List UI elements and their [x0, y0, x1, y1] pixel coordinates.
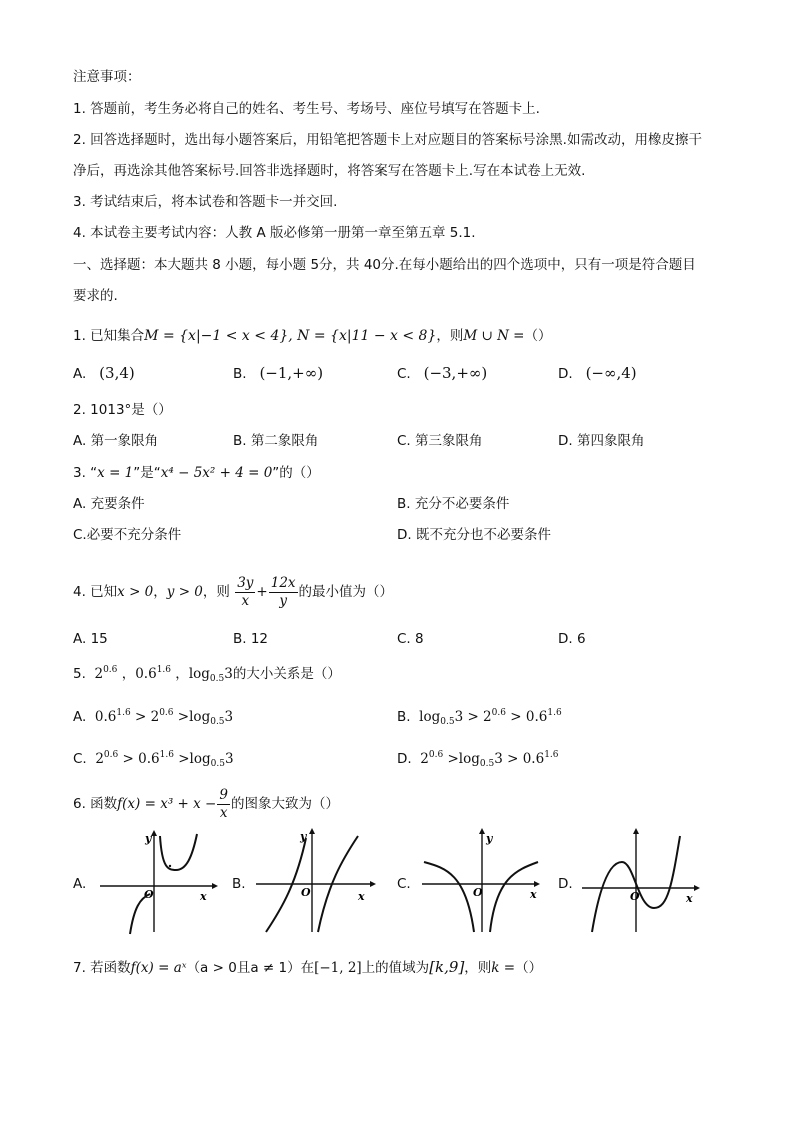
notes-heading: 注意事项： — [73, 69, 141, 85]
q1-expr: M ∪ N = — [463, 328, 525, 344]
q2-option-b: B. 第二象限角 — [233, 433, 319, 449]
q1-suffix: （） — [524, 328, 552, 344]
question-4: 4. 已知x > 0，y > 0，则 $\frac{3y}{x}$ + $\frac{12x}{y}$ 的最小值为（） — [73, 574, 394, 609]
q7-range: [k,9] — [429, 958, 465, 976]
q6-graph-d — [576, 828, 706, 938]
section-heading-line1: 一、选择题：本大题共 8 小题，每小题 5分，共 40分.在每小题给出的四个选项中，只有一项是符合题目 — [73, 257, 696, 273]
q6-option-d-label: D. — [558, 876, 573, 892]
q6-graph-b — [250, 828, 380, 938]
q1-prefix: 1. 已知集合 — [73, 328, 145, 344]
question-7: 7. 若函数f(x) = aˣ（a > 0且a ≠ 1）在[−1, 2]上的值域为[k,9]，则k =（） — [73, 958, 543, 976]
q4-fraction-1: $\frac{3y}{x}$ — [237, 574, 254, 609]
q6-fraction: $\frac{9}{x}$ — [219, 786, 228, 821]
svg-text:x: x — [358, 890, 365, 903]
question-5: 5. $2^{0.6}$ ，$0.6^{1.6}$ ，$\log_{0.5}3$的大小关系是（） — [73, 665, 341, 684]
q4-fraction-2: $\frac{12x}{y}$ — [270, 574, 296, 609]
note-item-2-cont: 净后，再选涂其他答案标号.回答非选择题时，将答案写在答题卡上.写在本试卷上无效. — [73, 163, 586, 179]
q3-option-c: C.必要不充分条件 — [73, 527, 182, 543]
q1-option-b: B. (−1,+∞) — [233, 364, 324, 382]
q1-option-a: A. (3,4) — [73, 364, 135, 382]
q4-option-c: C. 8 — [397, 631, 424, 647]
svg-text:x: x — [200, 890, 207, 903]
q1-option-d: D. (−∞,4) — [558, 364, 637, 382]
question-1 — [73, 327, 552, 345]
q3-condition: x = 1 — [97, 465, 134, 481]
svg-text:O: O — [473, 886, 483, 899]
q5-option-a: A. $0.6^{1.6} > 2^{0.6} >\log_{0.5}3$ — [73, 708, 234, 727]
q4-option-d: D. 6 — [558, 631, 586, 647]
svg-text:y: y — [145, 832, 152, 845]
q3-option-d: D. 既不充分也不必要条件 — [397, 527, 551, 543]
q2-option-a: A. 第一象限角 — [73, 433, 159, 449]
question-2: 2. 1013°是（） — [73, 402, 172, 418]
q6-option-c-label: C. — [397, 876, 411, 892]
q4-option-a: A. 15 — [73, 631, 108, 647]
q2-option-d: D. 第四象限角 — [558, 433, 645, 449]
note-item-2: 2. 回答选择题时，选出每小题答案后，用铅笔把答题卡上对应题目的答案标号涂黑.如需改动，用橡皮擦干 — [73, 132, 702, 148]
svg-text:O: O — [301, 886, 311, 899]
section-heading-line2: 要求的. — [73, 288, 118, 304]
question-3: 3. “x = 1”是“x⁴ − 5x² + 4 = 0”的（） — [73, 465, 320, 481]
q4-option-b: B. 12 — [233, 631, 269, 647]
note-item-1: 1. 答题前，考生务必将自己的姓名、考生号、考场号、座位号填写在答题卡上. — [73, 101, 540, 117]
q5-option-d: D. $2^{0.6} >\log_{0.5}3 > 0.6^{1.6}$ — [397, 750, 559, 769]
q3-option-a: A. 充要条件 — [73, 496, 145, 512]
q3-option-b: B. 充分不必要条件 — [397, 496, 510, 512]
q7-interval: [−1, 2] — [314, 960, 362, 976]
q3-equation: x⁴ − 5x² + 4 = 0 — [160, 465, 273, 481]
svg-text:y: y — [300, 830, 307, 843]
q2-option-c: C. 第三象限角 — [397, 433, 483, 449]
q6-option-b-label: B. — [232, 876, 246, 892]
q1-mid: ，则 — [436, 328, 464, 344]
svg-text:O: O — [630, 890, 640, 903]
q6-option-a-label: A. — [73, 876, 87, 892]
q6-graph-c — [416, 828, 546, 938]
note-item-4: 4. 本试卷主要考试内容：人教 A 版必修第一册第一章至第五章 5.1. — [73, 225, 476, 241]
q1-option-c: C. (−3,+∞) — [397, 364, 488, 382]
q1-sets: M = {x|−1 < x < 4}, N = {x|11 − x < 8} — [144, 328, 437, 344]
note-item-3: 3. 考试结束后，将本试卷和答题卡一并交回. — [73, 194, 338, 210]
q5-option-b: B. $\log_{0.5}3 > 2^{0.6} > 0.6^{1.6}$ — [397, 708, 562, 727]
q5-option-c: C. $2^{0.6} > 0.6^{1.6} >\log_{0.5}3$ — [73, 750, 234, 769]
svg-text:x: x — [686, 892, 693, 905]
svg-text:x: x — [530, 888, 537, 901]
svg-text:y: y — [486, 832, 493, 845]
svg-text:O: O — [144, 888, 154, 901]
q6-graph-a — [90, 828, 220, 938]
question-6: 6. 函数f(x) = x³ + x − $\frac{9}{x}$ 的图象大致为（） — [73, 786, 339, 821]
q7-function: f(x) = aˣ — [130, 960, 187, 976]
